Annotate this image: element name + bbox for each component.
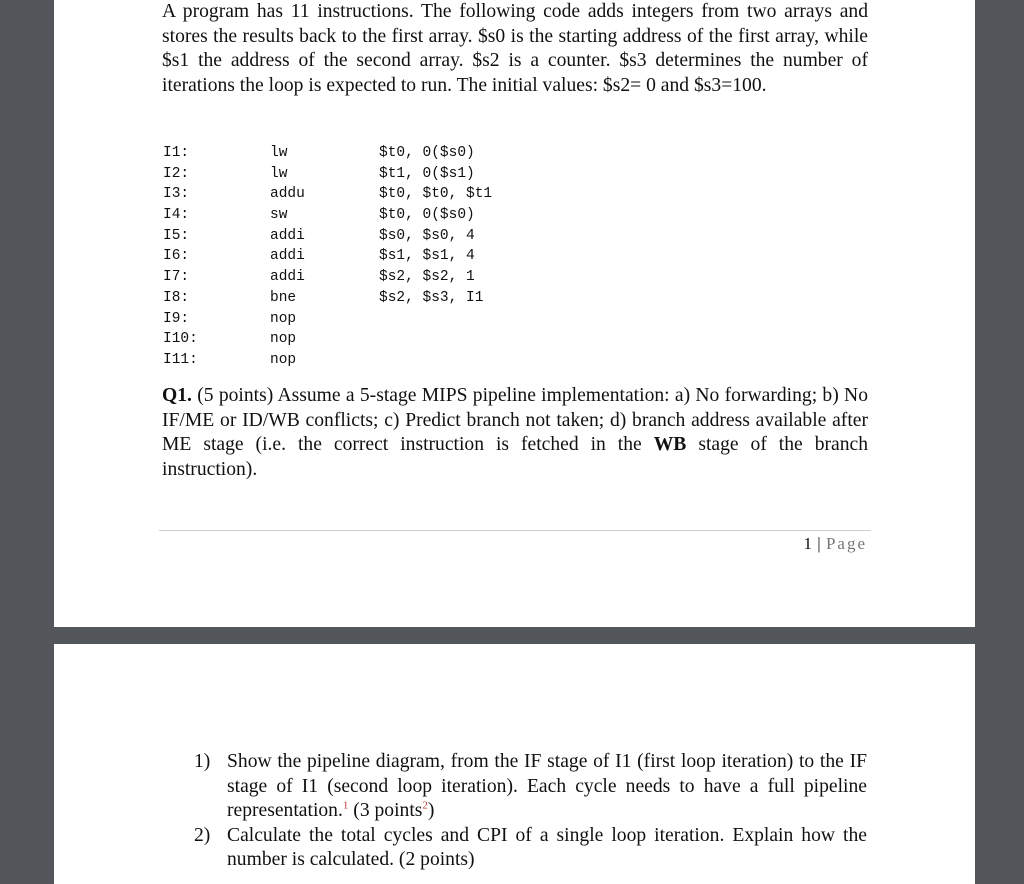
page-footer: 1 | Page bbox=[803, 534, 867, 553]
page-number: 1 bbox=[803, 534, 813, 553]
list-number: 1) bbox=[194, 751, 211, 772]
page-word: Page bbox=[825, 534, 867, 553]
list-item: 2) Calculate the total cycles and CPI of a single loop iteration. Explain how the number is calculated. (2 points) bbox=[194, 824, 867, 870]
document-page-2 bbox=[54, 644, 975, 884]
footnote-ref[interactable]: 1 bbox=[342, 799, 349, 812]
intro-paragraph: A program has 11 instructions. The following code adds integers from two arrays and stores the results back to the first array. $s0 is the starting address of the first array, while $s1 the address of the second array. $s2 is a counter. $s3 determines the number of iterations the loop is expected to run. The initial values: $s2= 0 and $s3=100. bbox=[162, 1, 868, 96]
question-1: Q1. (5 points) Assume a 5-stage MIPS pipeline implementation: a) No forwarding; b) No IF/ME or ID/WB conflicts; c) Predict branch not taken; d) branch address available after ME stage (i.e. the correct instruction is fetched in the WB stage of the branch instruction). bbox=[162, 385, 869, 480]
list-item: 1) Show the pipeline diagram, from the IF stage of I1 (first loop iteration) to the IF stage of I1 (second loop iteration). Each cycle needs to have a full pipeline representation.$^1$ (3 points$^2$) bbox=[194, 751, 867, 821]
list-number: 2) bbox=[194, 824, 211, 846]
footnote-ref[interactable]: 2 bbox=[422, 799, 428, 812]
bold-term: WB bbox=[653, 434, 687, 455]
document-page-1: A program has 11 instructions. The following code adds integers from two arrays and stores the results back to the first array. $s0 is the starting address of the first array, while $s1 the address of the second array. $s2 is a counter. $s3 determines the number of iterations the loop is expected to run. The initial values: $s2= 0 and $s3=100. I1: lw $t0, 0($s0) I2: lw $t1, 0($s1) I3: addu $t0, $t0, $t1 I4: sw $t0, 0($s0) I5: addi $s0, $s0, 4 I6: addi $s1, $s1, 4 I7: addi $s2, $s2, 1 I8: bne $s2, $s3, I1 I9: nop I10: nop I11: nop Q1. (5 points) Assume a 5-stage MIPS pipeline implementation: a) No forwarding; b) No IF/ME or ID/WB conflicts; c) Predict branch not taken; d) branch address available after ME stage (i.e. the correct instruction is fetched in the WB stage of the branch instruction). 1 | Page bbox=[54, 0, 975, 627]
question-label: Q1. bbox=[162, 385, 192, 406]
footer-divider bbox=[159, 530, 871, 531]
sub-question-list bbox=[194, 750, 867, 873]
